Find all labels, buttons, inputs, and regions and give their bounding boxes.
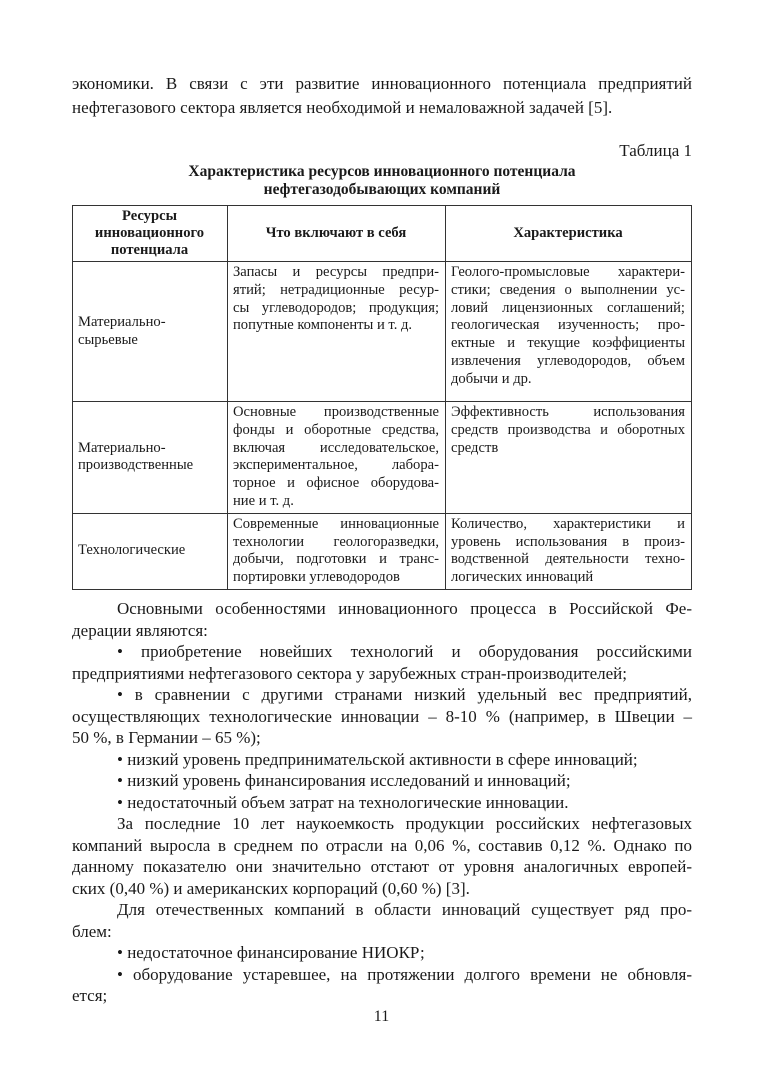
text-line: • недостаточный объем затрат на технологические инновации. — [117, 792, 569, 812]
table-row — [73, 402, 692, 514]
cell-line: портировки углеводородов — [233, 569, 400, 586]
text-line: данному показателю они значительно отстают от уровня аналогичных европей- — [72, 857, 692, 876]
cell-line: технологии геологоразведки, — [233, 533, 439, 550]
header-resources — [73, 206, 228, 262]
cell-line: водственной деятельности техно- — [451, 551, 685, 568]
cell-line: фонды и оборотные средства, — [233, 421, 439, 438]
text-line: дерации являются: — [72, 620, 208, 640]
cell-line: Запасы и ресурсы предпри- — [233, 264, 439, 280]
text-line: За последние 10 лет наукоемкость продукции российских нефтегазовых — [117, 814, 692, 833]
resource-cell — [73, 402, 228, 514]
text-line: ских (0,40 %) и американских корпораций (0,60 %) [3]. — [72, 878, 470, 898]
text-line: • низкий уровень предпринимательской активности в сфере инноваций; — [117, 749, 638, 769]
text-line: предприятиями нефтегазового сектора у зарубежных стран-производителей; — [72, 663, 627, 683]
text-line: Основными особенностями инновационного процесса в Российской Фе- — [117, 599, 692, 618]
text-line: • в сравнении с другими странами низкий удельный вес предприятий, — [117, 685, 692, 704]
cell-line: Технологические — [78, 542, 186, 559]
characteristic-cell — [446, 513, 692, 589]
cell-line: Основные производственные — [233, 404, 439, 420]
cell-line: добычи, подготовки и транс- — [233, 551, 439, 568]
cell-line: Материально- — [78, 313, 166, 330]
text-line: осуществляющих технологические инновации – 8-10 % (например, в Швеции – — [72, 706, 692, 726]
cell-line: попутные компоненты и т. д. — [233, 317, 413, 334]
header-line: инновационного — [94, 225, 205, 241]
text-line: ется; — [72, 986, 108, 1005]
cell-line: торное и офисное оборудова- — [233, 475, 439, 492]
text-line: • приобретение новейших технологий и оборудования российскими — [117, 642, 692, 661]
cell-line: включая исследовательское, — [233, 439, 439, 456]
table-row — [73, 513, 692, 589]
table-header-row — [73, 206, 692, 262]
cell-line: сырьевые — [78, 331, 138, 348]
table-title-line: нефтегазодобывающих компаний — [263, 181, 501, 198]
cell-line: добычи и др. — [451, 370, 532, 387]
text-line: компаний выросла в среднем по отрасли на 0,06 %, составив 0,12 %. Однако по — [72, 835, 692, 855]
cell-line: Эффективность использования — [451, 404, 685, 420]
cell-line: Современные инновационные — [233, 515, 439, 532]
text-line: нефтегазового сектора является необходимой и немаловажной задачей [5]. — [72, 98, 613, 117]
includes-cell — [228, 402, 446, 514]
cell-line: уровень использования в произ- — [451, 533, 685, 550]
cell-line: Количество, характеристики и — [451, 515, 685, 532]
cell-line: экспериментальное, лабора- — [233, 457, 439, 474]
text-line: блем: — [72, 921, 112, 941]
includes-cell — [228, 513, 446, 589]
cell-line: ектные и текущие коэффициенты — [451, 335, 685, 352]
header-includes: Что включают в себя — [228, 206, 446, 262]
cell-line: ятий; нетрадиционные ресур- — [233, 281, 439, 298]
table-title-line: Характеристика ресурсов инновационного потенциала — [188, 163, 576, 180]
cell-line: ние и т. д. — [233, 492, 294, 509]
includes-cell — [228, 262, 446, 402]
characteristic-cell — [446, 262, 692, 402]
text-line: • низкий уровень финансирования исследований и инноваций; — [117, 771, 571, 790]
cell-line: сы углеводородов; продукция; — [233, 299, 439, 316]
cell-line: геологическая изученность; про- — [451, 317, 685, 334]
cell-line: производственные — [78, 457, 194, 474]
text-line: • недостаточное финансирование НИОКР; — [117, 943, 425, 962]
header-line: потенциала — [110, 242, 189, 258]
cell-line: стики; сведения о выполнении ус- — [451, 281, 685, 298]
cell-line: ловий лицензионных соглашений; — [451, 299, 685, 316]
table-label: Таблица 1 — [619, 141, 692, 160]
characteristic-cell — [446, 402, 692, 514]
header-characteristic: Характеристика — [446, 206, 692, 262]
table-row — [73, 262, 692, 402]
cell-line: логических инноваций — [451, 569, 594, 586]
text-line: 50 %, в Германии – 65 %); — [72, 728, 261, 747]
resources-table — [72, 205, 692, 590]
text-line: экономики. В связи с эти развитие инновационного потенциала предприятий — [72, 74, 692, 93]
table-title — [72, 163, 692, 199]
resource-cell — [73, 513, 228, 589]
resource-cell — [73, 262, 228, 402]
cell-line: Геолого-промысловые характери- — [451, 264, 685, 280]
cell-line: средств — [451, 439, 499, 456]
cell-line: Материально- — [78, 439, 166, 456]
cell-line: средств производства и оборотных — [451, 421, 685, 438]
page-number: 11 — [373, 1008, 390, 1025]
cell-line: извлечения углеводородов, объем — [451, 352, 685, 369]
text-line: Для отечественных компаний в области инноваций существует ряд про- — [117, 900, 692, 919]
header-line: Ресурсы — [122, 208, 177, 224]
text-line: • оборудование устаревшее, на протяжении долгого времени не обновля- — [117, 964, 692, 984]
